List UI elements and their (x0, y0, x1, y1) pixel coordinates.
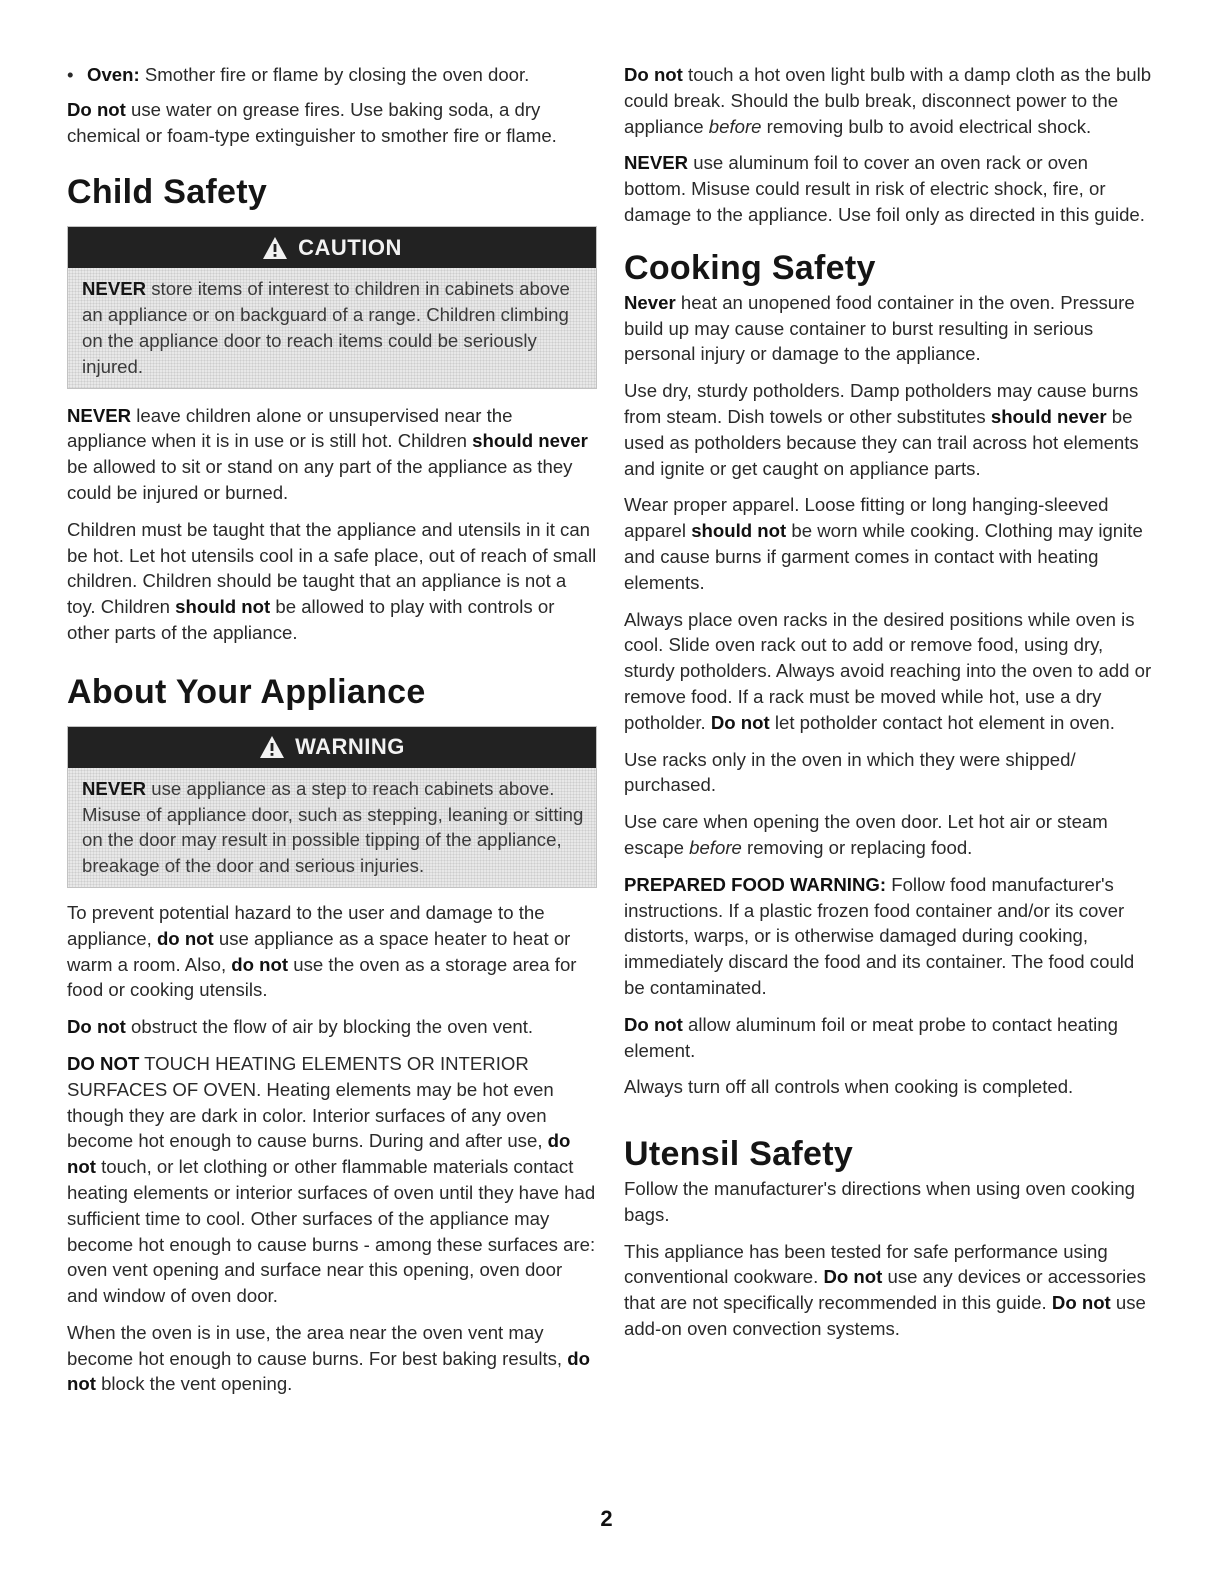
cooking-paragraph-7: PREPARED FOOD WARNING: Follow food manufacturer's instructions. If a plastic frozen food container and/or its cover distorts, warps, or is otherwise damaged during cooking, immediately discard the food and its container. The food could be contaminated. (624, 873, 1135, 998)
bulb-paragraph: Do not touch a hot oven light bulb with a damp cloth as the bulb could break. Should the bulb break, disconnect power to the appliance before removing bulb to avoid electrical shock. (624, 64, 1152, 137)
cooking-paragraph-6: Use care when opening the oven door. Let hot air or steam escape before removing or replacing food. (624, 811, 1108, 858)
cooking-safety-heading: Cooking Safety (624, 248, 876, 287)
child-safety-heading: Child Safety (67, 173, 268, 212)
right-column (624, 62, 1152, 1353)
bullet-icon: • (67, 64, 74, 85)
page-number: 2 (600, 1506, 613, 1531)
caution-header (68, 227, 596, 268)
about-paragraph-3: DO NOT TOUCH HEATING ELEMENTS OR INTERIOR SURFACES OF OVEN. Heating elements may be hot even though they are dark in color. Interior surfaces of any oven become hot enough to cause burns. During and after use, do not touch, or let clothing or other flammable materials contact heating elements or interior surfaces of oven until they have had sufficient time to cool. Other surfaces of the appliance may become hot enough to cause burns - among these surfaces are: oven vent opening and surface near this opening, oven door and window of oven door. (67, 1052, 596, 1307)
about-paragraph-1: To prevent potential hazard to the user and damage to the appliance, do not use appliance as a space heater to heat or warm a room. Also, do not use the oven as a storage area for food or cooking utensils. (67, 901, 577, 1001)
cooking-paragraph-3: Wear proper apparel. Loose fitting or long hanging-sleeved apparel should not be worn while cooking. Clothing may ignite and cause burns if garment comes in contact with heating elements. (624, 494, 1143, 593)
child-paragraph-2: Children must be taught that the appliance and utensils in it can be hot. Let hot utensils cool in a safe place, out of reach of small children. Children should be taught that an appliance is not a toy. Children should not be allowed to play with controls or other parts of the appliance. (67, 518, 597, 643)
caution-label: CAUTION (298, 234, 402, 260)
warning-header (68, 727, 596, 768)
utensil-paragraph-2: This appliance has been tested for safe performance using conventional cookware. Do not use any devices or accessories that are not specifically recommended in this guide. Do not use add-on oven convection systems. (624, 1240, 1146, 1340)
about-appliance-heading: About Your Appliance (67, 672, 426, 711)
grease-paragraph: Do not use water on grease fires. Use baking soda, a dry chemical or foam-type extinguisher to smother fire or flame. (67, 98, 557, 146)
utensil-safety-heading: Utensil Safety (624, 1135, 854, 1174)
warning-label: WARNING (295, 734, 405, 760)
cooking-paragraph-9: Always turn off all controls when cooking is completed. (624, 1076, 1074, 1098)
warning-box (67, 726, 597, 888)
warning-text: NEVER use appliance as a step to reach cabinets above. Misuse of appliance door, such as stepping, leaning or sitting on the door may result in possible tipping of the appliance, breakage of the door and serious injuries. (82, 777, 584, 877)
warning-triangle-icon (262, 236, 288, 260)
caution-text: NEVER store items of interest to children in cabinets above an appliance or on backguard of a range. Children climbing on the appliance door to reach items could be seriously injured. (82, 278, 570, 377)
about-paragraph-2: Do not obstruct the flow of air by blocking the oven vent. (67, 1016, 534, 1038)
caution-box (67, 226, 597, 388)
warning-triangle-icon (259, 735, 285, 759)
oven-bullet: • Oven: Smother fire or flame by closing the oven door. (67, 62, 597, 88)
foil-paragraph: NEVER use aluminum foil to cover an oven rack or oven bottom. Misuse could result in risk of electric shock, fire, or damage to the appliance. Use foil only as directed in this guide. (624, 152, 1145, 225)
cooking-paragraph-8: Do not allow aluminum foil or meat probe to contact heating element. (624, 1013, 1118, 1061)
left-column (67, 62, 597, 1408)
cooking-paragraph-4: Always place oven racks in the desired positions while oven is cool. Slide oven rack out to add or remove food, using dry, sturdy potholders. Always avoid reaching into the oven to add or remove food. If a rack must be moved while hot, use a dry potholder. Do not let potholder contact hot element in oven. (624, 608, 1152, 733)
utensil-paragraph-1: Follow the manufacturer's directions when using oven cooking bags. (624, 1178, 1136, 1225)
cooking-paragraph-5: Use racks only in the oven in which they were shipped/ purchased. (624, 748, 1076, 796)
about-paragraph-4: When the oven is in use, the area near the oven vent may become hot enough to cause burns. For best baking results, do not block the vent opening. (67, 1321, 590, 1395)
child-paragraph-1: NEVER leave children alone or unsupervised near the appliance when it is in use or is still hot. Children should never be allowed to sit or stand on any part of the appliance as they could be injured or burned. (67, 404, 588, 503)
cooking-paragraph-2: Use dry, sturdy potholders. Damp potholders may cause burns from steam. Dish towels or other substitutes should never be used as potholders because they can trail across hot elements and ignite or get caught on appliance parts. (624, 380, 1139, 479)
cooking-paragraph-1: Never heat an unopened food container in the oven. Pressure build up may cause container to burst resulting in serious personal injury or damage to the appliance. (624, 291, 1135, 365)
